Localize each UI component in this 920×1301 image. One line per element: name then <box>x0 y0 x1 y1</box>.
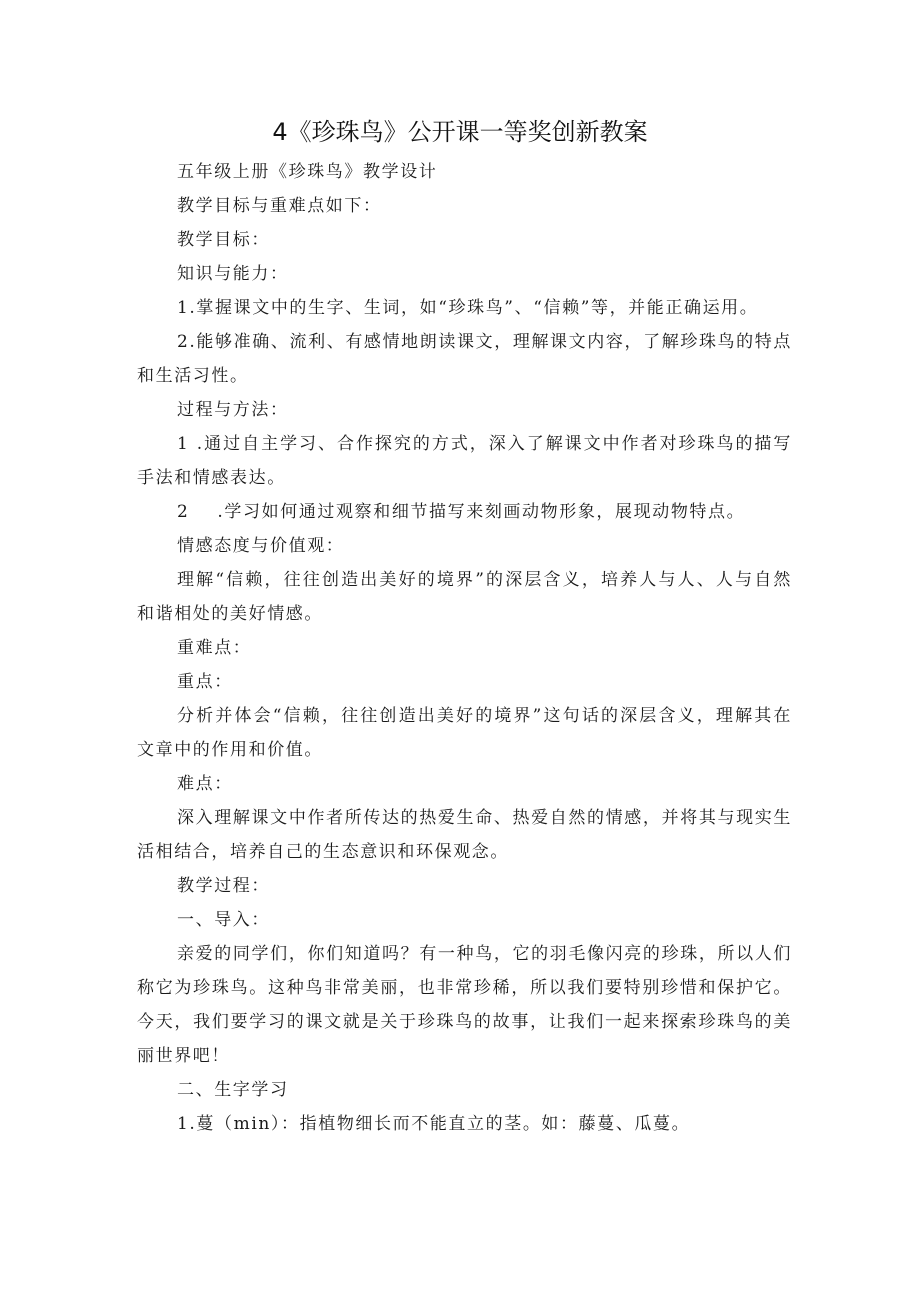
heading-teaching-process: 教学过程： <box>177 876 270 896</box>
paragraph-difficult-point: 深入理解课文中作者所传达的热爱生命、热爱自然的情感，并将其与现实生活相结合，培养自己的生态意识和环保观念。 <box>137 808 792 862</box>
heading-introduction: 一、导入： <box>177 910 270 930</box>
document-title: 4《珍珠鸟》公开课一等奖创新教案 <box>272 118 648 146</box>
heading-knowledge-ability: 知识与能力： <box>177 264 289 284</box>
heading-teaching-goals: 教学目标： <box>177 230 270 250</box>
paragraph-key-point: 分析并体会“信赖，往往创造出美好的境界”这句话的深层含义，理解其在文章中的作用和价值。 <box>137 706 792 760</box>
document-body <box>137 155 792 1141</box>
paragraph-knowledge-2: 2.能够准确、流利、有感情地朗读课文，理解课文内容，了解珍珠鸟的特点和生活习性。 <box>137 332 792 386</box>
paragraph-character-1: 1.蔓（min）：指植物细长而不能直立的茎。如：藤蔓、瓜蔓。 <box>177 1114 691 1134</box>
heading-key-difficult: 重难点： <box>177 638 252 658</box>
paragraph-subtitle: 五年级上册《珍珠鸟》教学设计 <box>177 162 438 182</box>
heading-process-method: 过程与方法： <box>177 400 289 420</box>
paragraph-process-2: 2 .学习如何通过观察和细节描写来刻画动物形象，展现动物特点。 <box>177 502 746 522</box>
paragraph-emotion: 理解“信赖，往往创造出美好的境界”的深层含义，培养人与人、人与自然和谐相处的美好情感。 <box>137 570 792 624</box>
paragraph-process-1: 1 .通过自主学习、合作探究的方式，深入了解课文中作者对珍珠鸟的描写手法和情感表达。 <box>137 434 792 488</box>
heading-emotion-values: 情感态度与价值观： <box>177 536 345 556</box>
heading-difficult-point: 难点： <box>177 774 233 794</box>
paragraph-goals-intro: 教学目标与重难点如下： <box>177 196 382 216</box>
paragraph-knowledge-1: 1.掌握课文中的生字、生词，如“珍珠鸟”、“信赖”等，并能正确运用。 <box>177 298 759 318</box>
heading-key-point: 重点： <box>177 672 233 692</box>
paragraph-introduction: 亲爱的同学们，你们知道吗？有一种鸟，它的羽毛像闪亮的珍珠，所以人们称它为珍珠鸟。这种鸟非常美丽，也非常珍稀，所以我们要特别珍惜和保护它。今天，我们要学习的课文就是关于珍珠鸟的故事，让我们一起来探索珍珠鸟的美丽世界吧！ <box>137 944 792 1066</box>
heading-new-characters: 二、生字学习 <box>177 1080 289 1100</box>
